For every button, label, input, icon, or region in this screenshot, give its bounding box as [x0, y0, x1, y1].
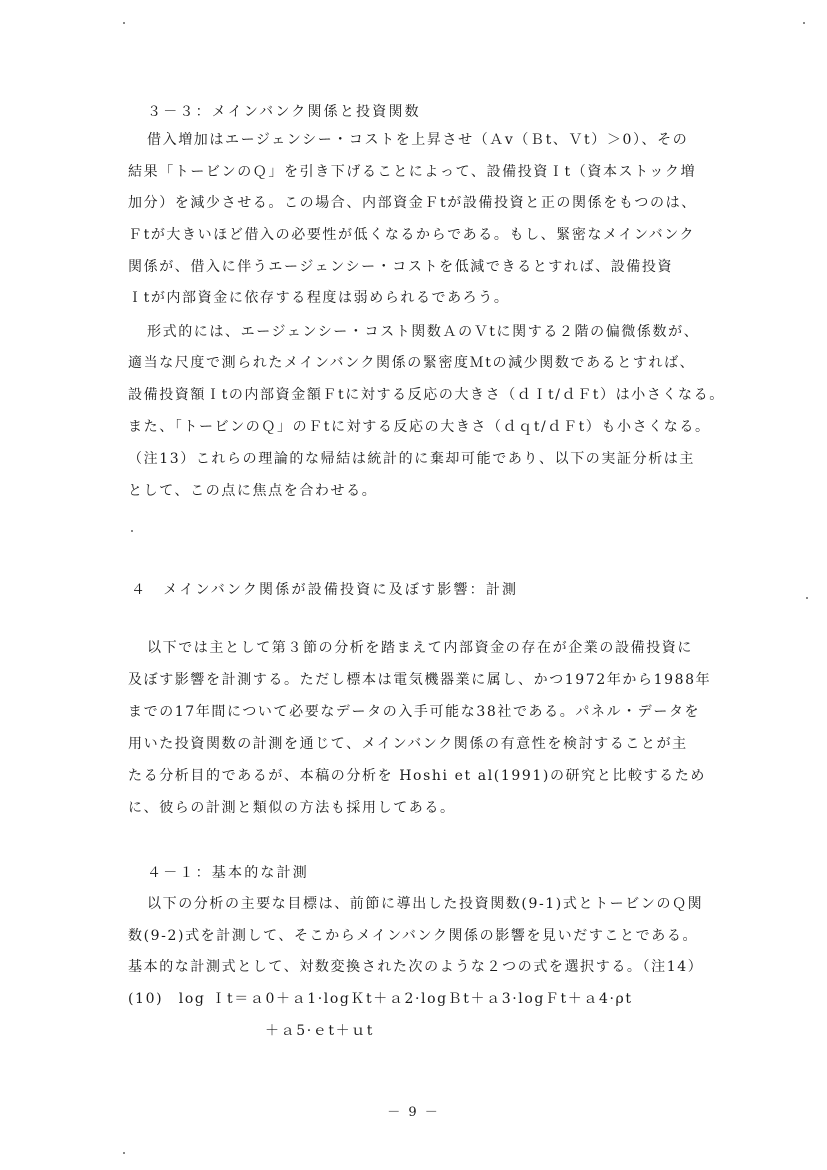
paragraph-line: Ｆtが大きいほど借入の必要性が低くなるからである。もし、緊密なメインバンク — [128, 227, 696, 243]
paragraph-line: までの17年間について必要なデータの入手可能な38社である。パネル・データを — [128, 704, 701, 720]
paragraph-line: 結果「トービンのＱ」を引き下げることによって、設備投資Ｉt（資本ストック増 — [128, 164, 697, 180]
paragraph-line: 設備投資額Ｉtの内部資金額Ｆtに対する反応の大きさ（ｄＩt/ｄＦt）は小さくなる。 — [128, 387, 725, 403]
paragraph-line: として、この点に焦点を合わせる。 — [128, 483, 378, 499]
scan-speck — [131, 530, 133, 532]
paragraph-line: 形式的には、エージェンシー・コスト関数ＡのＶtに関する２階の偏微係数が、 — [147, 324, 700, 340]
paragraph-line: に、彼らの計測と類似の方法も採用してある。 — [128, 800, 456, 816]
paragraph-line: 以下の分析の主要な目標は、前節に導出した投資関数(9-1)式とトービンのＱ関 — [147, 896, 704, 912]
paragraph-line: 基本的な計測式として、対数変換された次のような２つの式を選択する。（注14） — [128, 959, 704, 975]
paragraph-line: 及ぼす影響を計測する。ただし標本は電気機器業に属し、かつ1972年から1988年 — [128, 672, 712, 688]
equation-line-1: (10) log Ｉt＝ａ0＋ａ1·logＫt＋ａ2·logＢt＋ａ3·logＦt＋ａ4·ρt — [128, 991, 633, 1007]
paragraph-line: 用いた投資関数の計測を通じて、メインバンク関係の有意性を検討することが主 — [128, 736, 688, 752]
section-heading-4: ４ メインバンク関係が設備投資に及ぼす影響：計測 — [131, 582, 519, 598]
paragraph-line: 以下では主として第３節の分析を踏まえて内部資金の存在が企業の設備投資に — [147, 640, 693, 656]
paragraph-line: 関係が、借入に伴うエージェンシー・コストを低減できるとすれば、設備投資 — [128, 259, 674, 275]
section-heading-4-1: ４－１：基本的な計測 — [147, 865, 309, 881]
scan-speck — [123, 1152, 125, 1154]
paragraph-line: 借入増加はエージェンシー・コストを上昇させ（Ａv（Ｂt、Ｖt）＞0）、その — [147, 132, 689, 148]
paragraph-line: たる分析目的であるが、本稿の分析を Hoshi et al(1991)の研究と比較するため — [128, 768, 706, 784]
page-number: － 9 － — [387, 1105, 440, 1120]
section-heading-3-3: ３－３：メインバンク関係と投資関数 — [147, 104, 421, 120]
paragraph-line: Ｉtが内部資金に依存する程度は弱められるであろう。 — [128, 290, 510, 306]
equation-line-2: ＋ａ5·ｅt＋ｕt — [265, 1023, 375, 1039]
paragraph-line: （注13）これらの理論的な帰結は統計的に棄却可能であり、以下の実証分析は主 — [128, 451, 696, 467]
paragraph-line: また、「トービンのＱ」のＦtに対する反応の大きさ（ｄｑt/ｄＦt）も小さくなる。 — [128, 419, 711, 435]
scan-speck — [123, 22, 125, 24]
scan-speck — [806, 597, 808, 599]
paragraph-line: 数(9-2)式を計測して、そこからメインバンク関係の影響を見いだすことである。 — [128, 928, 699, 944]
paragraph-line: 加分）を減少させる。この場合、内部資金Ｆtが設備投資と正の関係をもつのは、 — [128, 195, 697, 211]
scan-speck — [803, 22, 805, 24]
paragraph-line: 適当な尺度で測られたメインバンク関係の緊密度Ｍtの減少関数であるとすれば、 — [128, 355, 696, 371]
